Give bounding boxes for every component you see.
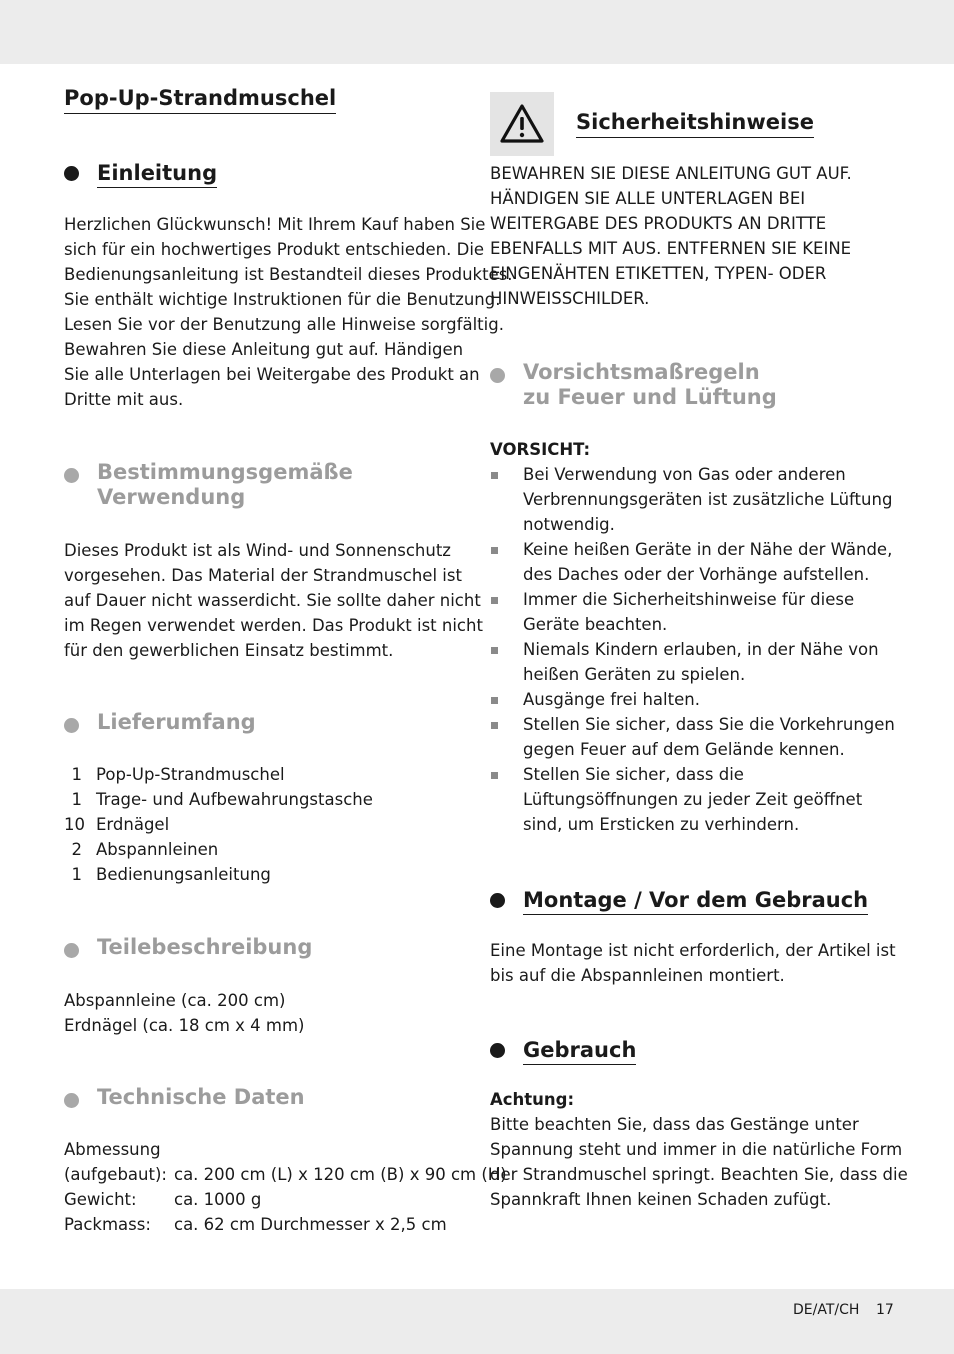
list-item: Bei Verwendung von Gas oder anderen Verbrennungsgeräten ist zusätzliche Lüftung notwendig. <box>490 462 900 537</box>
bullet-dot-icon <box>64 468 79 483</box>
montage-text: Eine Montage ist nicht erforderlich, der Artikel ist bis auf die Abspannleinen montiert. <box>490 941 896 985</box>
square-bullet-icon <box>491 597 498 604</box>
technical-data-table <box>64 1137 507 1237</box>
bullet-dot-icon <box>64 943 79 958</box>
bullet-dot-icon <box>64 1093 79 1108</box>
bullet-dot-icon <box>490 1043 505 1058</box>
warning-box <box>490 92 554 156</box>
heading-technische-daten: Technische Daten <box>64 1085 305 1110</box>
safety-heading: Sicherheitshinweise <box>576 108 814 138</box>
footer-band <box>0 1289 954 1354</box>
bullet-dot-icon <box>64 166 79 181</box>
achtung-label: Achtung: <box>490 1090 575 1109</box>
table-row: (aufgebaut): ca. 200 cm (L) x 120 cm (B) x 90 cm (H) <box>64 1165 507 1184</box>
vorsicht-label: VORSICHT: <box>490 440 591 459</box>
list-item: Stellen Sie sicher, dass die Lüftungsöffnungen zu jeder Zeit geöffnet sind, um Ersticken zu verhindern. <box>490 762 900 837</box>
table-row: Abmessung <box>64 1140 161 1159</box>
einleitung-text: Herzlichen Glückwunsch! Mit Ihrem Kauf haben Sie sich für ein hochwertiges Produkt entschieden. Die Bedienungsanleitung ist Bestandteil dieses Produktes. Sie enthält wichtige Instruktionen für die Benutzung. Lesen Sie vor der Benutzung alle Hinweise sorgfältig. Bewahren Sie diese Anleitung gut auf. Händigen Sie alle Unterlagen bei Weitergabe des Produkt an Dritte mit aus. <box>64 215 513 409</box>
heading-vorsicht: Vorsichtsmaßregeln zu Feuer und Lüftung <box>490 360 777 410</box>
bullet-dot-icon <box>490 368 505 383</box>
square-bullet-icon <box>491 472 498 479</box>
vorsicht-list <box>490 462 900 837</box>
list-item: Keine heißen Geräte in der Nähe der Wände, des Daches oder der Vorhänge aufstellen. <box>490 537 900 587</box>
list-item: Stellen Sie sicher, dass Sie die Vorkehrungen gegen Feuer auf dem Gelände kennen. <box>490 712 900 762</box>
table-row: Packmass: ca. 62 cm Durchmesser x 2,5 cm <box>64 1215 447 1234</box>
heading-verwendung: Bestimmungsgemäße Verwendung <box>64 460 353 510</box>
heading-gebrauch: Gebrauch <box>490 1035 636 1065</box>
document-title: Pop-Up-Strandmuschel <box>64 84 336 114</box>
square-bullet-icon <box>491 547 498 554</box>
gebrauch-text: Bitte beachten Sie, dass das Gestänge unter Spannung steht und immer in die natürliche Form der Strandmuschel springt. Beachten Sie, dass die Spannkraft Ihnen keinen Schaden zufügt. <box>490 1115 908 1209</box>
list-item: Niemals Kindern erlauben, in der Nähe von heißen Geräten zu spielen. <box>490 637 900 687</box>
square-bullet-icon <box>491 647 498 654</box>
bullet-dot-icon <box>64 718 79 733</box>
square-bullet-icon <box>491 772 498 779</box>
list-item: Immer die Sicherheitshinweise für diese Geräte beachten. <box>490 587 900 637</box>
top-band <box>0 0 954 64</box>
table-row: Gewicht: ca. 1000 g <box>64 1190 262 1209</box>
square-bullet-icon <box>491 722 498 729</box>
verwendung-text: Dieses Produkt ist als Wind- und Sonnenschutz vorgesehen. Das Material der Strandmuschel ist auf Dauer nicht wasserdicht. Sie sollte daher nicht im Regen verwendet werden. Das Produkt ist nicht für den gewerblichen Einsatz bestimmt. <box>64 541 483 660</box>
bullet-dot-icon <box>490 893 505 908</box>
heading-montage: Montage / Vor dem Gebrauch <box>490 885 868 915</box>
heading-einleitung: Einleitung <box>64 158 217 188</box>
heading-teilebeschreibung: Teilebeschreibung <box>64 935 312 960</box>
safety-text: BEWAHREN SIE DIESE ANLEITUNG GUT AUF. HÄNDIGEN SIE ALLE UNTERLAGEN BEI WEITERGABE DES PRODUKTS AN DRITTE EBENFALLS MIT AUS. ENTFERNEN SIE KEINE EINGENÄHTEN ETIKETTEN, TYPEN- ODER HINWEISSCHILDER. <box>490 164 852 308</box>
footer-locale: DE/AT/CH <box>793 1302 860 1318</box>
teile-text: Abspannleine (ca. 200 cm) Erdnägel (ca. 18 cm x 4 mm) <box>64 991 305 1035</box>
warning-triangle-icon <box>499 103 545 145</box>
heading-lieferumfang: Lieferumfang <box>64 710 256 735</box>
list-item: Ausgänge frei halten. <box>490 687 900 712</box>
page-number: 17 <box>876 1302 894 1318</box>
square-bullet-icon <box>491 697 498 704</box>
